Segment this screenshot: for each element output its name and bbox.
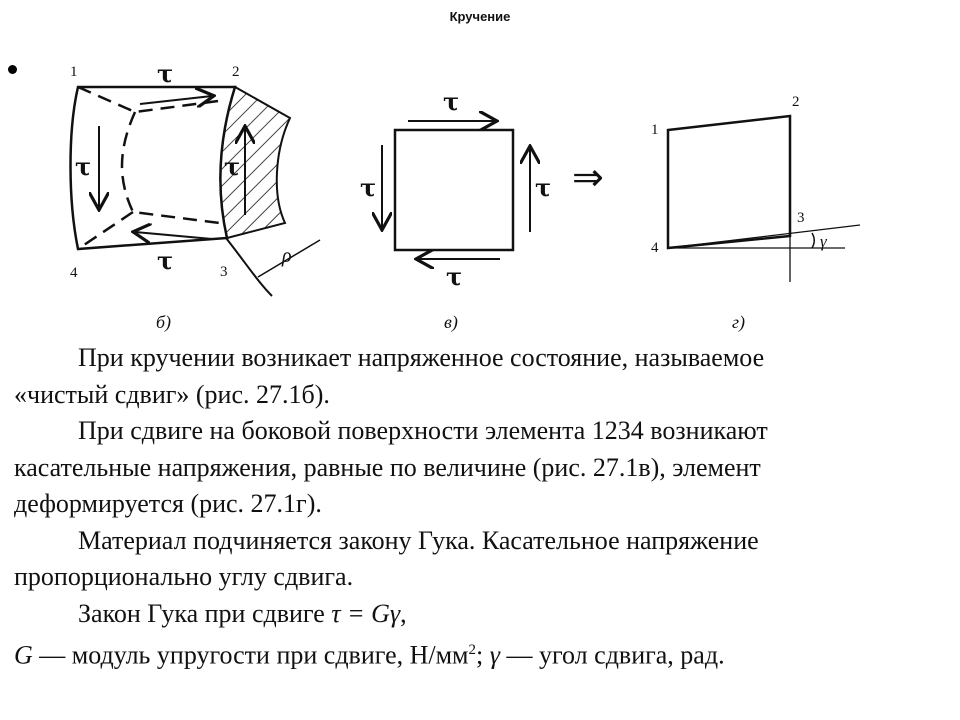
sheared-element	[668, 116, 790, 248]
paragraph-2-line-2: касательные напряжения, равные по величине (рис. 27.1в), элемент	[14, 452, 761, 482]
paragraph-3-line-1: Материал подчиняется закону Гука. Касательное напряжение	[78, 525, 759, 555]
figure-g	[651, 94, 860, 333]
figure-v	[360, 87, 604, 333]
element-outline	[71, 87, 236, 249]
corner-label-1: 1	[70, 64, 78, 80]
figure-g-caption: г)	[732, 312, 746, 332]
tau-label-right: τ	[535, 173, 552, 202]
symbol-g: G	[14, 640, 33, 670]
figure-v-caption: в)	[444, 312, 458, 332]
deformed-element-dashed	[78, 87, 226, 249]
definition-text-2: ;	[476, 640, 490, 670]
rho-label: ρ	[282, 245, 292, 267]
tau-arrow-bottom	[135, 232, 212, 239]
paragraph-2-line-1: При сдвиге на боковой поверхности элемента 1234 возникают	[78, 416, 768, 445]
symbol-gamma: γ	[489, 640, 500, 670]
square-element	[395, 130, 513, 250]
tau-label-top: τ	[443, 87, 460, 116]
shear-reference-line	[668, 225, 860, 248]
tau-label-bottom: τ	[446, 262, 463, 291]
definition-text-1: — модуль упругости при сдвиге, Н/мм	[32, 640, 469, 670]
figure-b	[70, 59, 320, 333]
corner-label-1: 1	[651, 122, 659, 138]
definition-text-3: — угол сдвига, рад.	[500, 640, 725, 670]
corner-label-3: 3	[797, 210, 805, 226]
tau-label-left: τ	[360, 173, 377, 202]
body-text	[14, 340, 950, 674]
corner-label-2: 2	[792, 94, 800, 110]
hooke-law-text: Закон Гука при сдвиге	[78, 598, 332, 628]
corner-label-4: 4	[651, 240, 659, 256]
outer-arc	[226, 238, 272, 296]
tau-arrow-top	[140, 96, 212, 104]
hooke-law-comma: ,	[400, 598, 407, 628]
paragraph-1-line-2: «чистый сдвиг» (рис. 27.1б).	[14, 379, 330, 409]
torsion-figures	[0, 55, 960, 340]
unit-exponent: 2	[468, 642, 477, 658]
tau-label-left: τ	[75, 152, 92, 181]
corner-label-2: 2	[232, 64, 240, 80]
hooke-law-formula: τ = Gγ	[331, 598, 401, 628]
definition-line	[14, 632, 950, 674]
corner-label-4: 4	[70, 265, 78, 281]
implies-arrow: ⇒	[572, 157, 604, 199]
slide-title: Кручение	[449, 9, 511, 24]
tau-label-bottom: τ	[157, 246, 174, 275]
paragraph-2-line-3: деформируется (рис. 27.1г).	[14, 489, 322, 518]
figure-b-caption: б)	[156, 312, 172, 332]
paragraph-1-line-1: При кручении возникает напряженное состояние, называемое	[78, 343, 765, 372]
hooke-law-line	[14, 596, 950, 633]
tau-label-right: τ	[224, 152, 241, 181]
paragraph-3-line-2: пропорционально углу сдвига.	[14, 562, 354, 591]
tau-label-top: τ	[157, 59, 174, 88]
corner-label-3: 3	[220, 264, 228, 280]
gamma-label: γ	[820, 232, 827, 251]
gamma-angle-arc	[812, 233, 814, 248]
